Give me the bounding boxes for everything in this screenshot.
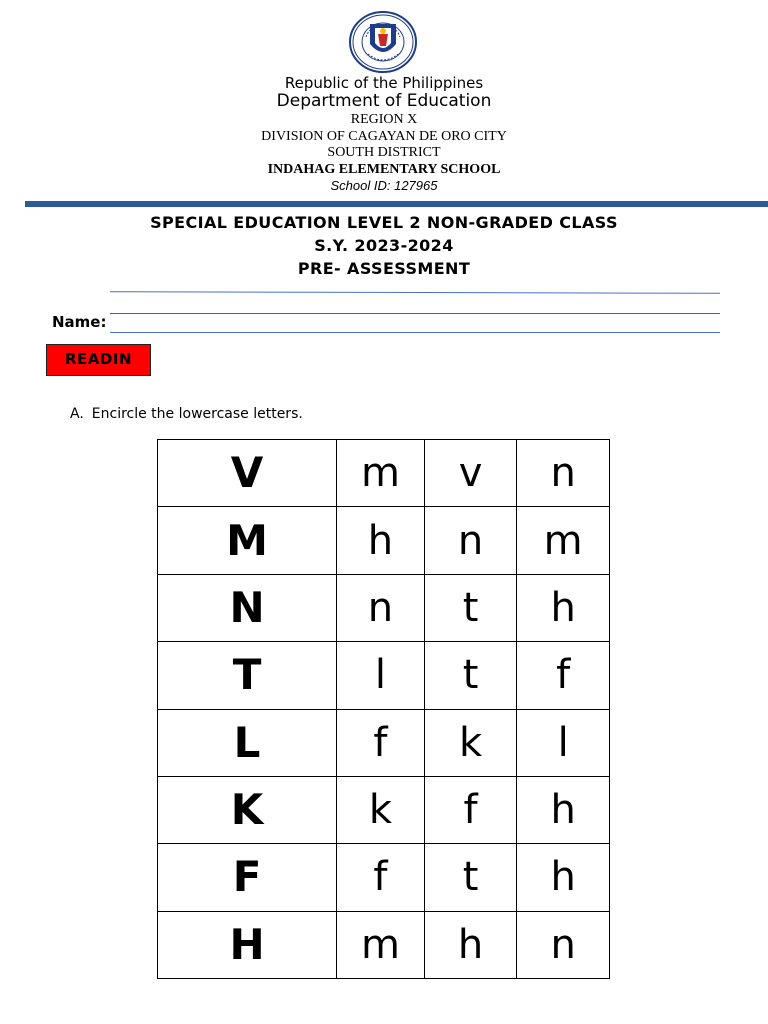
uppercase-letter: T <box>158 642 337 709</box>
department-heading: Department of Education <box>276 91 492 111</box>
table-row <box>158 642 610 709</box>
instruction-text: Encircle the lowercase letters. <box>91 406 303 422</box>
deped-seal-icon <box>348 10 418 74</box>
lowercase-choice[interactable]: h <box>337 507 425 574</box>
lowercase-choice[interactable]: n <box>337 574 425 641</box>
letter-table <box>157 439 610 979</box>
instruction <box>70 406 303 422</box>
lowercase-choice[interactable]: m <box>337 440 425 507</box>
lowercase-choice[interactable]: f <box>517 642 610 709</box>
lowercase-choice[interactable]: h <box>517 776 610 843</box>
uppercase-letter: N <box>158 574 337 641</box>
lowercase-choice[interactable]: n <box>517 440 610 507</box>
district-heading: SOUTH DISTRICT <box>327 145 441 160</box>
uppercase-letter: H <box>158 911 337 978</box>
lowercase-choice[interactable]: t <box>424 642 517 709</box>
table-row <box>158 776 610 843</box>
lowercase-choice[interactable]: k <box>424 709 517 776</box>
division-heading: DIVISION OF CAGAYAN DE ORO CITY <box>261 129 507 144</box>
uppercase-letter: F <box>158 844 337 911</box>
lowercase-choice[interactable]: m <box>517 507 610 574</box>
lowercase-choice[interactable]: l <box>517 709 610 776</box>
region-heading: REGION X <box>350 112 418 127</box>
lowercase-choice[interactable]: k <box>337 776 425 843</box>
lowercase-choice[interactable]: h <box>517 844 610 911</box>
header-divider <box>25 201 768 207</box>
uppercase-letter: V <box>158 440 337 507</box>
name-label: Name: <box>52 313 107 331</box>
uppercase-letter: L <box>158 709 337 776</box>
table-row <box>158 507 610 574</box>
lowercase-choice[interactable]: h <box>424 911 517 978</box>
school-year: S.Y. 2023-2024 <box>314 236 454 255</box>
republic-heading: Republic of the Philippines <box>284 74 484 92</box>
uppercase-letter: K <box>158 776 337 843</box>
table-row <box>158 844 610 911</box>
top-underline <box>110 291 720 294</box>
table-row <box>158 709 610 776</box>
lowercase-choice[interactable]: n <box>424 507 517 574</box>
lowercase-choice[interactable]: v <box>424 440 517 507</box>
class-title: SPECIAL EDUCATION LEVEL 2 NON-GRADED CLASS <box>150 213 618 232</box>
school-id: School ID: 127965 <box>330 178 438 193</box>
lowercase-choice[interactable]: h <box>517 574 610 641</box>
assessment-title: PRE- ASSESSMENT <box>297 259 471 278</box>
lowercase-choice[interactable]: f <box>337 844 425 911</box>
school-heading: INDAHAG ELEMENTARY SCHOOL <box>267 162 501 177</box>
lowercase-choice[interactable]: l <box>337 642 425 709</box>
section-badge: READIN <box>46 344 151 376</box>
name-line-blue <box>110 332 720 333</box>
lowercase-choice[interactable]: f <box>337 709 425 776</box>
name-line-red[interactable] <box>110 313 720 314</box>
instruction-number: A. <box>70 406 84 422</box>
table-row <box>158 574 610 641</box>
table-row <box>158 440 610 507</box>
lowercase-choice[interactable]: m <box>337 911 425 978</box>
lowercase-choice[interactable]: n <box>517 911 610 978</box>
table-row <box>158 911 610 978</box>
uppercase-letter: M <box>158 507 337 574</box>
lowercase-choice[interactable]: t <box>424 844 517 911</box>
lowercase-choice[interactable]: f <box>424 776 517 843</box>
lowercase-choice[interactable]: t <box>424 574 517 641</box>
